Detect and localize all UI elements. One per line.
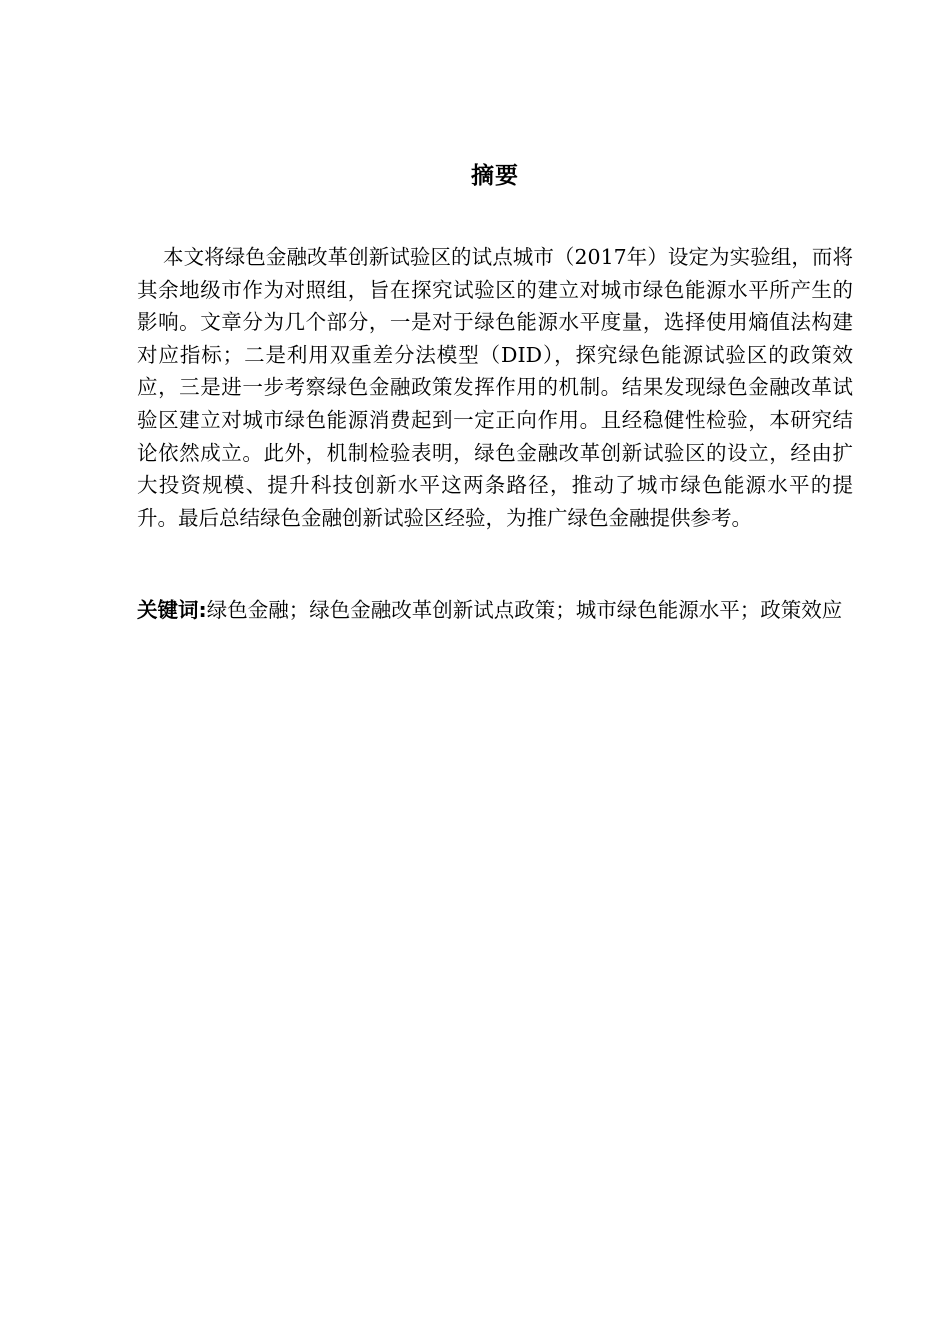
keywords-label: 关键词: (137, 598, 207, 622)
abstract-title: 摘要 (471, 163, 519, 189)
keywords-text: 绿色金融；绿色金融改革创新试点政策；城市绿色能源水平；政策效应 (206, 598, 843, 622)
keywords-line (137, 594, 853, 627)
abstract-body: 本文将绿色金融改革创新试验区的试点城市（2017年）设定为实验组，而将其余地级市作为对照组，旨在探究试验区的建立对城市绿色能源水平所产生的影响。文章分为几个部分，一是对于绿色能源水平度量，选择使用熵值法构建对应指标；二是利用双重差分法模型（DID），探究绿色能源试验区的政策效应，三是进一步考察绿色金融政策发挥作用的机制。结果发现绿色金融改革试验区建立对城市绿色能源消费起到一定正向作用。且经稳健性检验，本研究结论依然成立。此外，机制检验表明，绿色金融改革创新试验区的设立，经由扩大投资规模、提升科技创新水平这两条路径，推动了城市绿色能源水平的提升。最后总结绿色金融创新试验区经验，为推广绿色金融提供参考。 (137, 245, 853, 530)
